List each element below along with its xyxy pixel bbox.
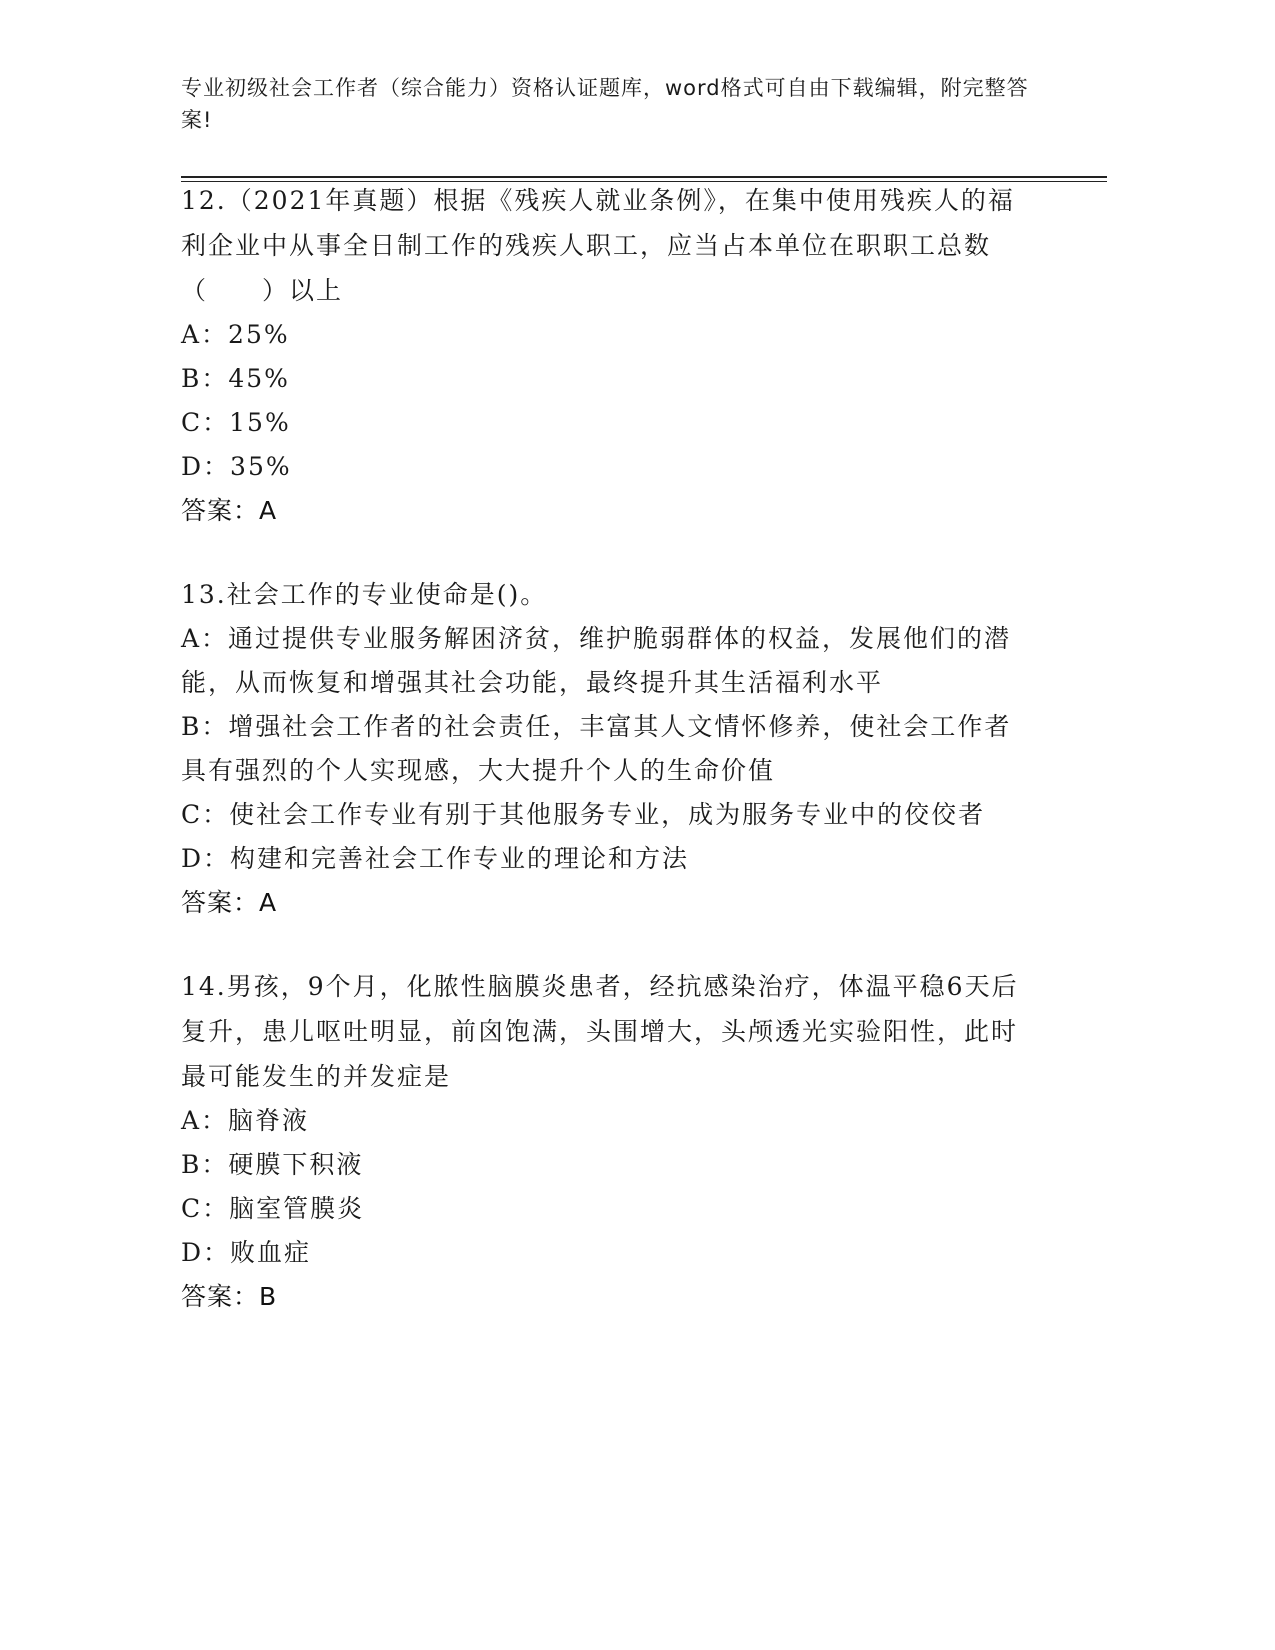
option-b: B：增强社会工作者的社会责任，丰富其人文情怀修养，使社会工作者具有强烈的个人实现感，大大提升个人的生命价值 <box>181 712 1012 785</box>
option-c: C：15% <box>181 408 291 437</box>
question-13 <box>181 572 1081 925</box>
answer: 答案：A <box>181 888 278 917</box>
question-stem: 12.（2021年真题）根据《残疾人就业条例》，在集中使用残疾人的福利企业中从事全日制工作的残疾人职工，应当占本单位在职职工总数（ ）以上 <box>181 186 1015 305</box>
question-12 <box>181 178 1081 533</box>
answer: 答案：A <box>181 496 278 525</box>
question-14 <box>181 964 1081 1319</box>
document-header: 专业初级社会工作者（综合能力）资格认证题库，word格式可自由下载编辑，附完整答案! <box>181 76 1029 132</box>
option-a: A：脑脊液 <box>181 1106 310 1135</box>
question-stem: 14.男孩，9个月，化脓性脑膜炎患者，经抗感染治疗，体温平稳6天后复升，患儿呕吐明显，前囟饱满，头围增大，头颅透光实验阳性，此时最可能发生的并发症是 <box>181 972 1019 1091</box>
question-stem: 13.社会工作的专业使命是()。 <box>181 580 548 609</box>
answer: 答案：B <box>181 1282 278 1311</box>
option-c: C：使社会工作专业有别于其他服务专业，成为服务专业中的佼佼者 <box>181 800 986 829</box>
option-b: B：45% <box>181 364 290 393</box>
option-a: A：25% <box>181 320 290 349</box>
option-a: A：通过提供专业服务解困济贫，维护脆弱群体的权益，发展他们的潜能，从而恢复和增强其社会功能，最终提升其生活福利水平 <box>181 624 1012 697</box>
option-d: D：败血症 <box>181 1238 312 1267</box>
option-d: D：35% <box>181 452 292 481</box>
option-b: B：硬膜下积液 <box>181 1150 364 1179</box>
option-d: D：构建和完善社会工作专业的理论和方法 <box>181 844 690 873</box>
option-c: C：脑室管膜炎 <box>181 1194 365 1223</box>
